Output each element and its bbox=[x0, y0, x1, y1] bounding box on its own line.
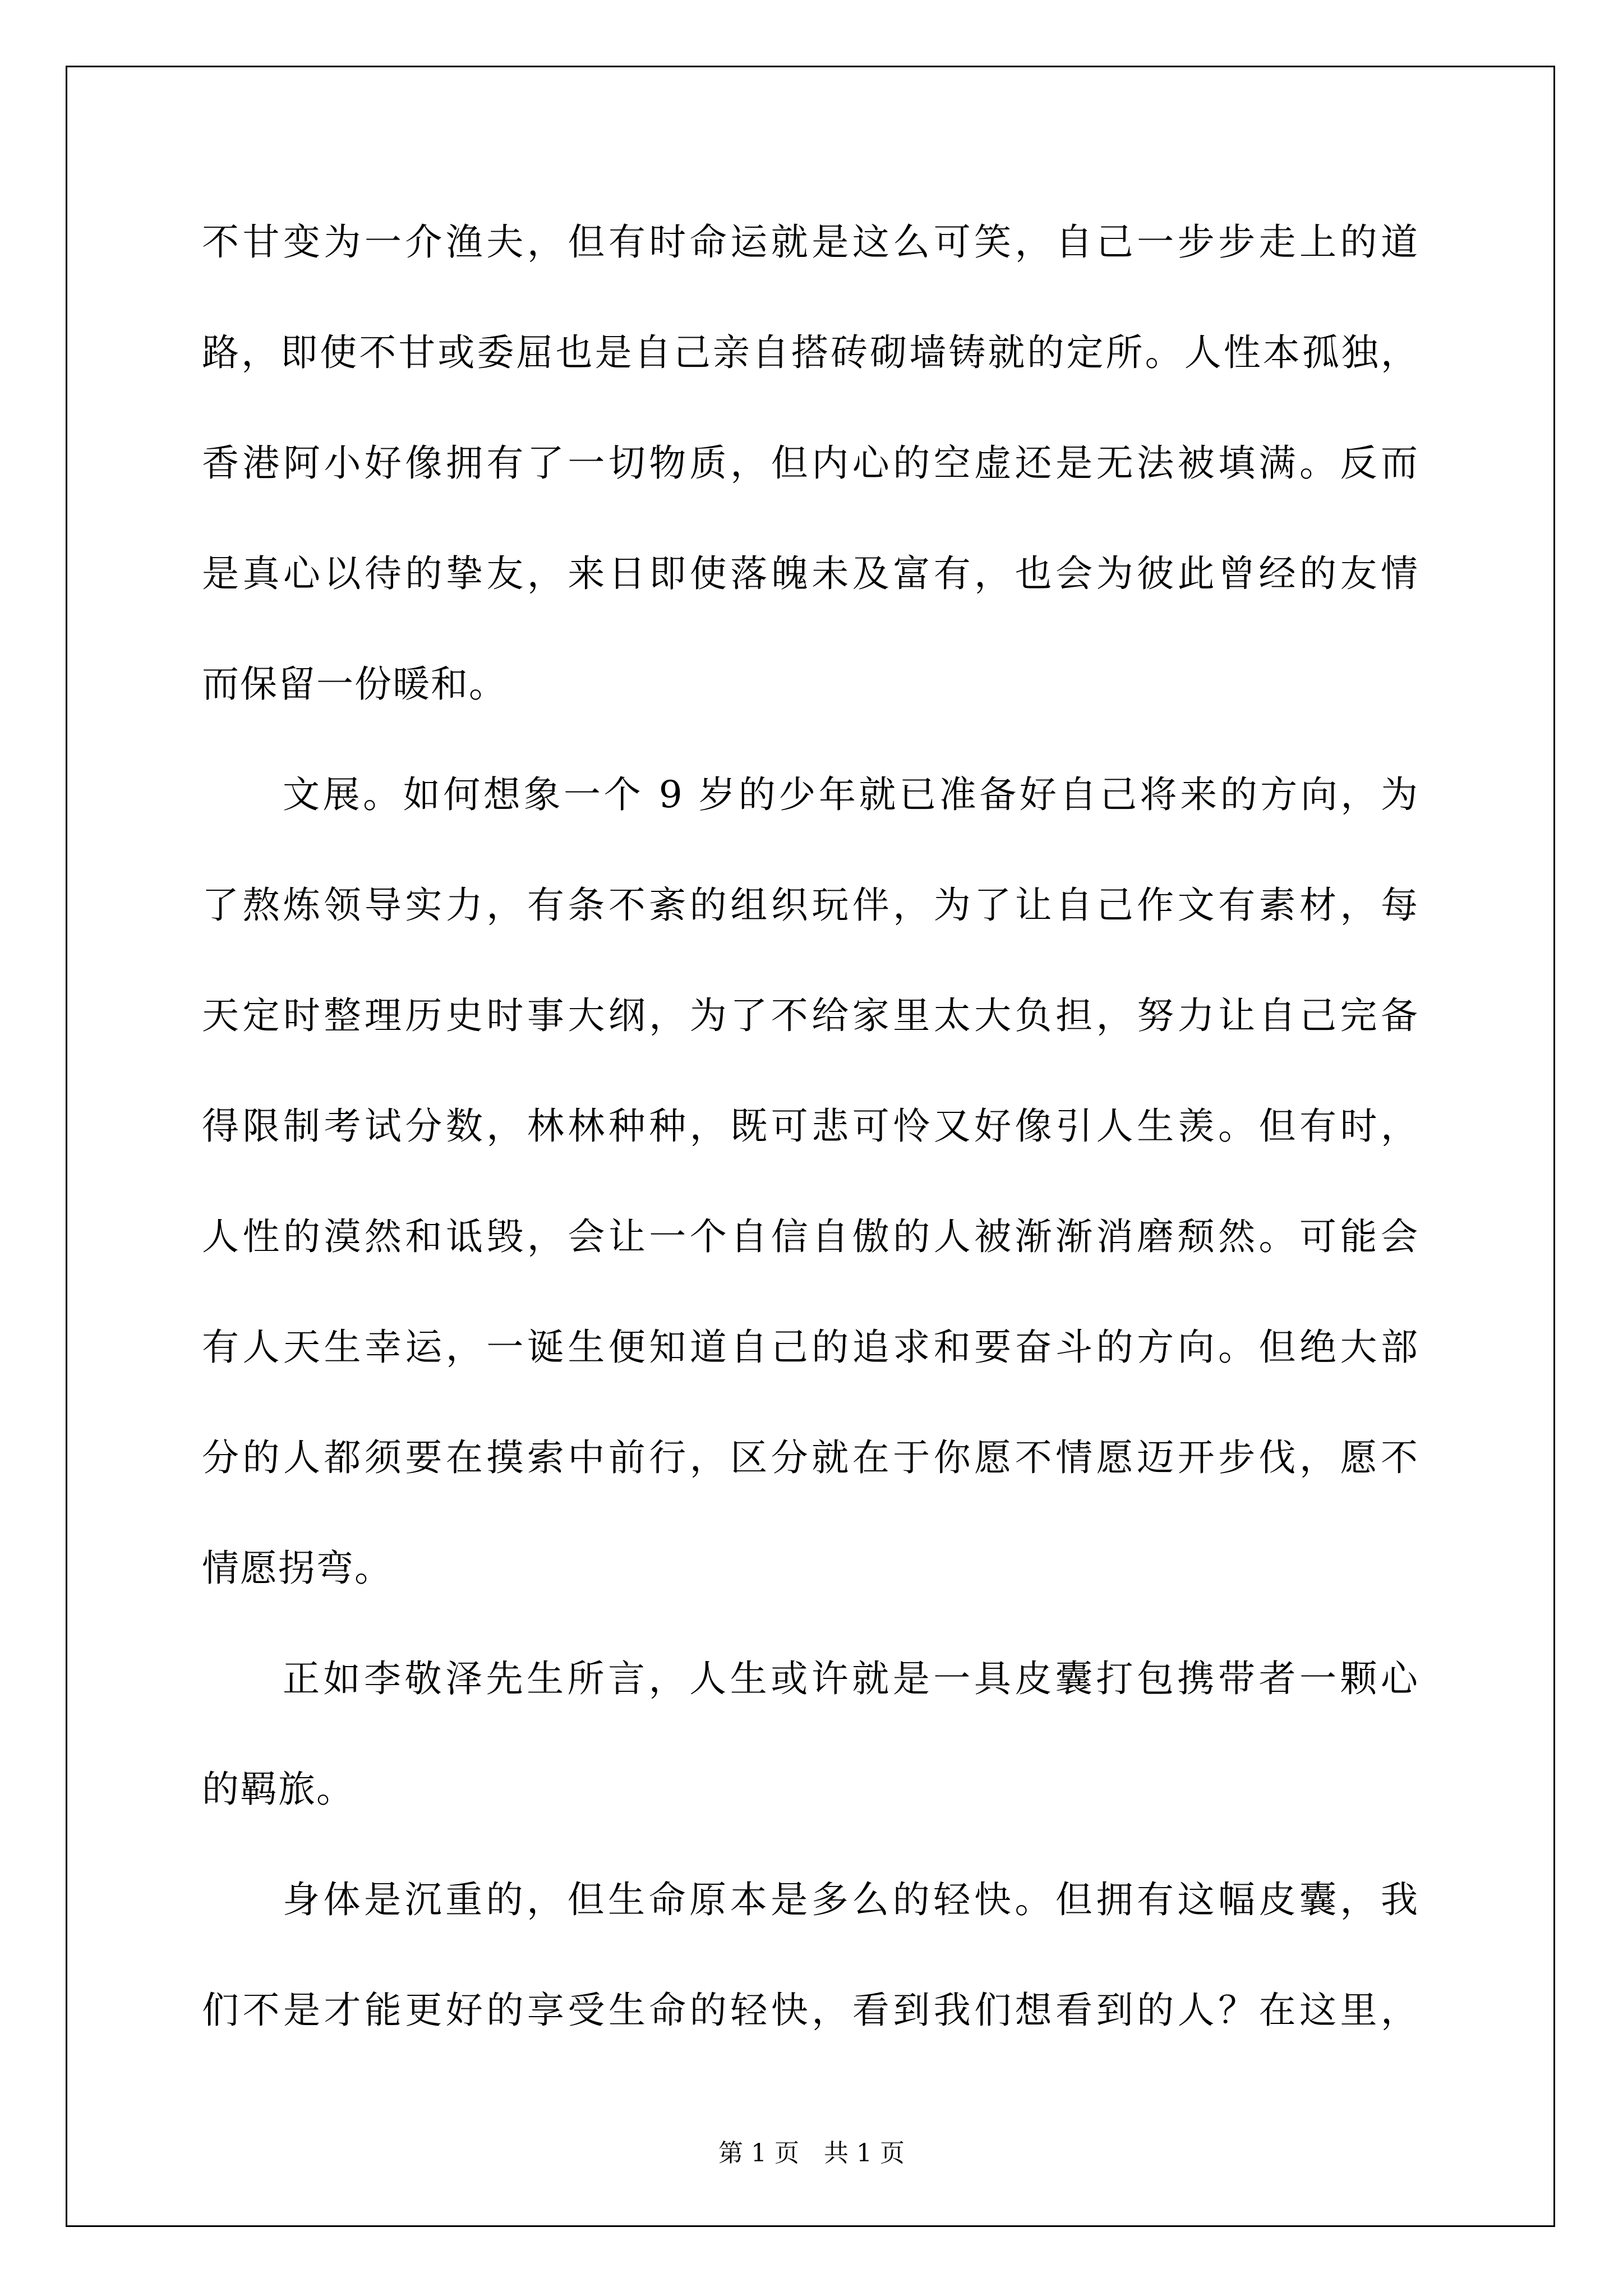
paragraph-2-line-5: 人性的漠然和诋毁，会让一个自信自傲的人被渐渐消磨颓然。可能会 bbox=[202, 1215, 1419, 1258]
paragraph-2-line-1: 文展。如何想象一个 9 岁的少年就已准备好自己将来的方向，为 bbox=[283, 773, 1419, 816]
paragraph-2-line-3: 天定时整理历史时事大纲，为了不给家里太大负担，努力让自己完备 bbox=[202, 994, 1419, 1037]
paragraph-2-line-7: 分的人都须要在摸索中前行，区分就在于你愿不情愿迈开步伐，愿不 bbox=[202, 1436, 1419, 1479]
paragraph-1-line-1: 不甘变为一介渔夫，但有时命运就是这么可笑，自己一步步走上的道 bbox=[202, 220, 1419, 264]
paragraph-4-line-2: 们不是才能更好的享受生命的轻快，看到我们想看到的人？在这里， bbox=[202, 1989, 1419, 2032]
paragraph-2-line-2: 了熬炼领导实力，有条不紊的组织玩伴，为了让自己作文有素材，每 bbox=[202, 884, 1419, 927]
paragraph-1-line-2: 路，即使不甘或委屈也是自己亲自搭砖砌墙铸就的定所。人性本孤独， bbox=[202, 331, 1419, 374]
paragraph-3-line-1: 正如李敬泽先生所言，人生或许就是一具皮囊打包携带者一颗心 bbox=[283, 1657, 1419, 1700]
document-body bbox=[202, 220, 1419, 2099]
paragraph-2-line-4: 得限制考试分数，林林种种，既可悲可怜又好像引人生羡。但有时， bbox=[202, 1105, 1419, 1148]
paragraph-3-line-2: 的羁旅。 bbox=[202, 1768, 354, 1811]
paragraph-1-line-5: 而保留一份暖和。 bbox=[202, 662, 507, 706]
paragraph-2-line-8: 情愿拐弯。 bbox=[202, 1547, 393, 1590]
paragraph-1-line-4: 是真心以待的挚友，来日即使落魄未及富有，也会为彼此曾经的友情 bbox=[202, 552, 1419, 595]
paragraph-4-line-1: 身体是沉重的，但生命原本是多么的轻快。但拥有这幅皮囊，我 bbox=[283, 1878, 1419, 1921]
paragraph-1-line-3: 香港阿小好像拥有了一切物质，但内心的空虚还是无法被填满。反而 bbox=[202, 441, 1419, 485]
page-footer: 第 1 页 共 1 页 bbox=[718, 2139, 905, 2168]
paragraph-2-line-6: 有人天生幸运，一诞生便知道自己的追求和要奋斗的方向。但绝大部 bbox=[202, 1326, 1419, 1369]
